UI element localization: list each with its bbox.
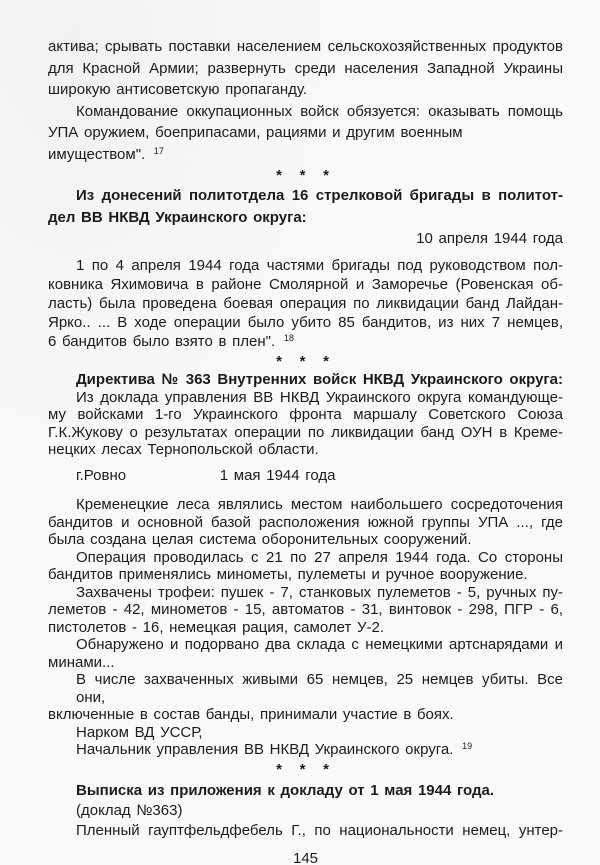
doc2-date: 10 апреля 1944 года xyxy=(416,230,563,247)
doc4-subheading: (доклад №363) xyxy=(76,801,183,819)
text-line: Командование оккупационных войск обязуется: оказывать помощь xyxy=(76,102,563,120)
doc4-extract xyxy=(48,781,563,841)
text-line: В числе захваченных живыми 65 немцев, 25 немцев убиты. Все они, xyxy=(76,671,563,706)
text-line: пистолетов - 16, немецкая рация, самолет У-2. xyxy=(48,618,385,636)
section-separator: * * * xyxy=(276,760,335,778)
doc4-heading: Выписка из приложения к докладу от 1 мая 1944 года. xyxy=(76,781,495,799)
doc3-body xyxy=(48,496,563,761)
text-line: Из доклада управления ВВ НКВД Украинского округа командующе- xyxy=(76,388,563,406)
text-line: для Красной Армии; развернуть среди населения Западной Украины xyxy=(48,59,563,77)
text-line-text: Начальник управления ВВ НКВД Украинского округа. xyxy=(76,741,460,758)
footnote-ref-18: 18 xyxy=(283,332,294,343)
text-line: включенные в состав банды, принимали участие в боях. xyxy=(48,706,454,723)
text-line: широкую антисоветскую пропаганду. xyxy=(48,81,308,98)
text-line: была создана целая система оборонительных сооружений. xyxy=(48,531,472,548)
text-line: Кременецкие леса являлись местом наибольшего сосредоточения xyxy=(76,496,563,513)
text-line: Ярко.. ... В ходе операции было убито 85 бандитов, из них 7 немцев, xyxy=(48,313,563,331)
doc3-dateline xyxy=(48,467,563,485)
doc3-directive xyxy=(48,371,563,761)
text-line: нецких лесах Тернопольской области. xyxy=(48,441,319,458)
section-separator: * * * xyxy=(276,167,335,184)
text-line: минами... xyxy=(48,653,115,671)
doc2-report xyxy=(48,185,563,353)
doc3-heading: Директива № 363 Внутренних войск НКВД Украинского округа: xyxy=(76,370,563,388)
doc3-intro xyxy=(48,389,563,459)
doc2-heading-line: Из донесений политотдела 16 стрелковой бригады в политот- xyxy=(76,187,563,204)
text-line xyxy=(48,122,563,167)
text-line-text: УПА оружием, боеприпасами, рациями и другим военным имуществом". xyxy=(48,124,463,163)
text-line xyxy=(48,332,563,353)
text-line: Г.К.Жукову о результатах операции по ликвидации банд ОУН в Креме- xyxy=(48,423,563,441)
text-line: актива; срывать поставки населением сельскохозяйственных продуктов xyxy=(48,38,563,55)
text-line: Пленный гауптфельдфебель Г., по национальности немец, унтер- xyxy=(76,821,563,839)
footnote-ref-17: 17 xyxy=(153,145,164,156)
text-line: ковника Яхимовича в районе Смолярной и Заморечье (Ровенская об- xyxy=(48,275,563,293)
doc2-heading-line: дел ВВ НКВД Украинского округа: xyxy=(48,208,307,226)
text-line xyxy=(48,741,563,761)
text-line: ласть) была проведена боевая операция по ликвидации банд Лайдан- xyxy=(48,294,563,312)
text-line: бандитов применялись минометы, пулеметы и ручное вооружение. xyxy=(48,566,528,583)
text-line: Операция проводилась с 21 по 27 апреля 1944 года. Со стороны xyxy=(76,548,563,566)
text-line-text: 6 бандитов было взято в плен". xyxy=(48,332,281,350)
text-line: Нарком ВД УССР, xyxy=(76,723,203,741)
text-line: Захвачены трофеи: пушек - 7, станковых пулеметов - 5, ручных пу- xyxy=(76,583,563,601)
text-line: Обнаружено и подорвано два склада с немецкими артснарядами и xyxy=(76,636,563,653)
text-line: бандитов и основной базой расположения южной группы УПА ..., где xyxy=(48,513,563,531)
doc1-fragment xyxy=(48,36,563,167)
text-line: леметов - 42, минометов - 15, автоматов - 31, винтовок - 298, ПГР - 6, xyxy=(48,601,563,618)
doc2-paragraph xyxy=(48,256,563,353)
text-line: 1 по 4 апреля 1944 года частями бригады под руководством пол- xyxy=(76,256,563,274)
doc3-place: г.Ровно xyxy=(76,466,127,484)
page-number: 145 xyxy=(292,849,319,865)
doc3-date: 1 мая 1944 года xyxy=(219,466,336,484)
text-line: му войсками 1-го Украинского фронта маршалу Советского Союза xyxy=(48,406,563,423)
footnote-ref-19: 19 xyxy=(462,741,473,751)
section-separator: * * * xyxy=(276,352,335,370)
